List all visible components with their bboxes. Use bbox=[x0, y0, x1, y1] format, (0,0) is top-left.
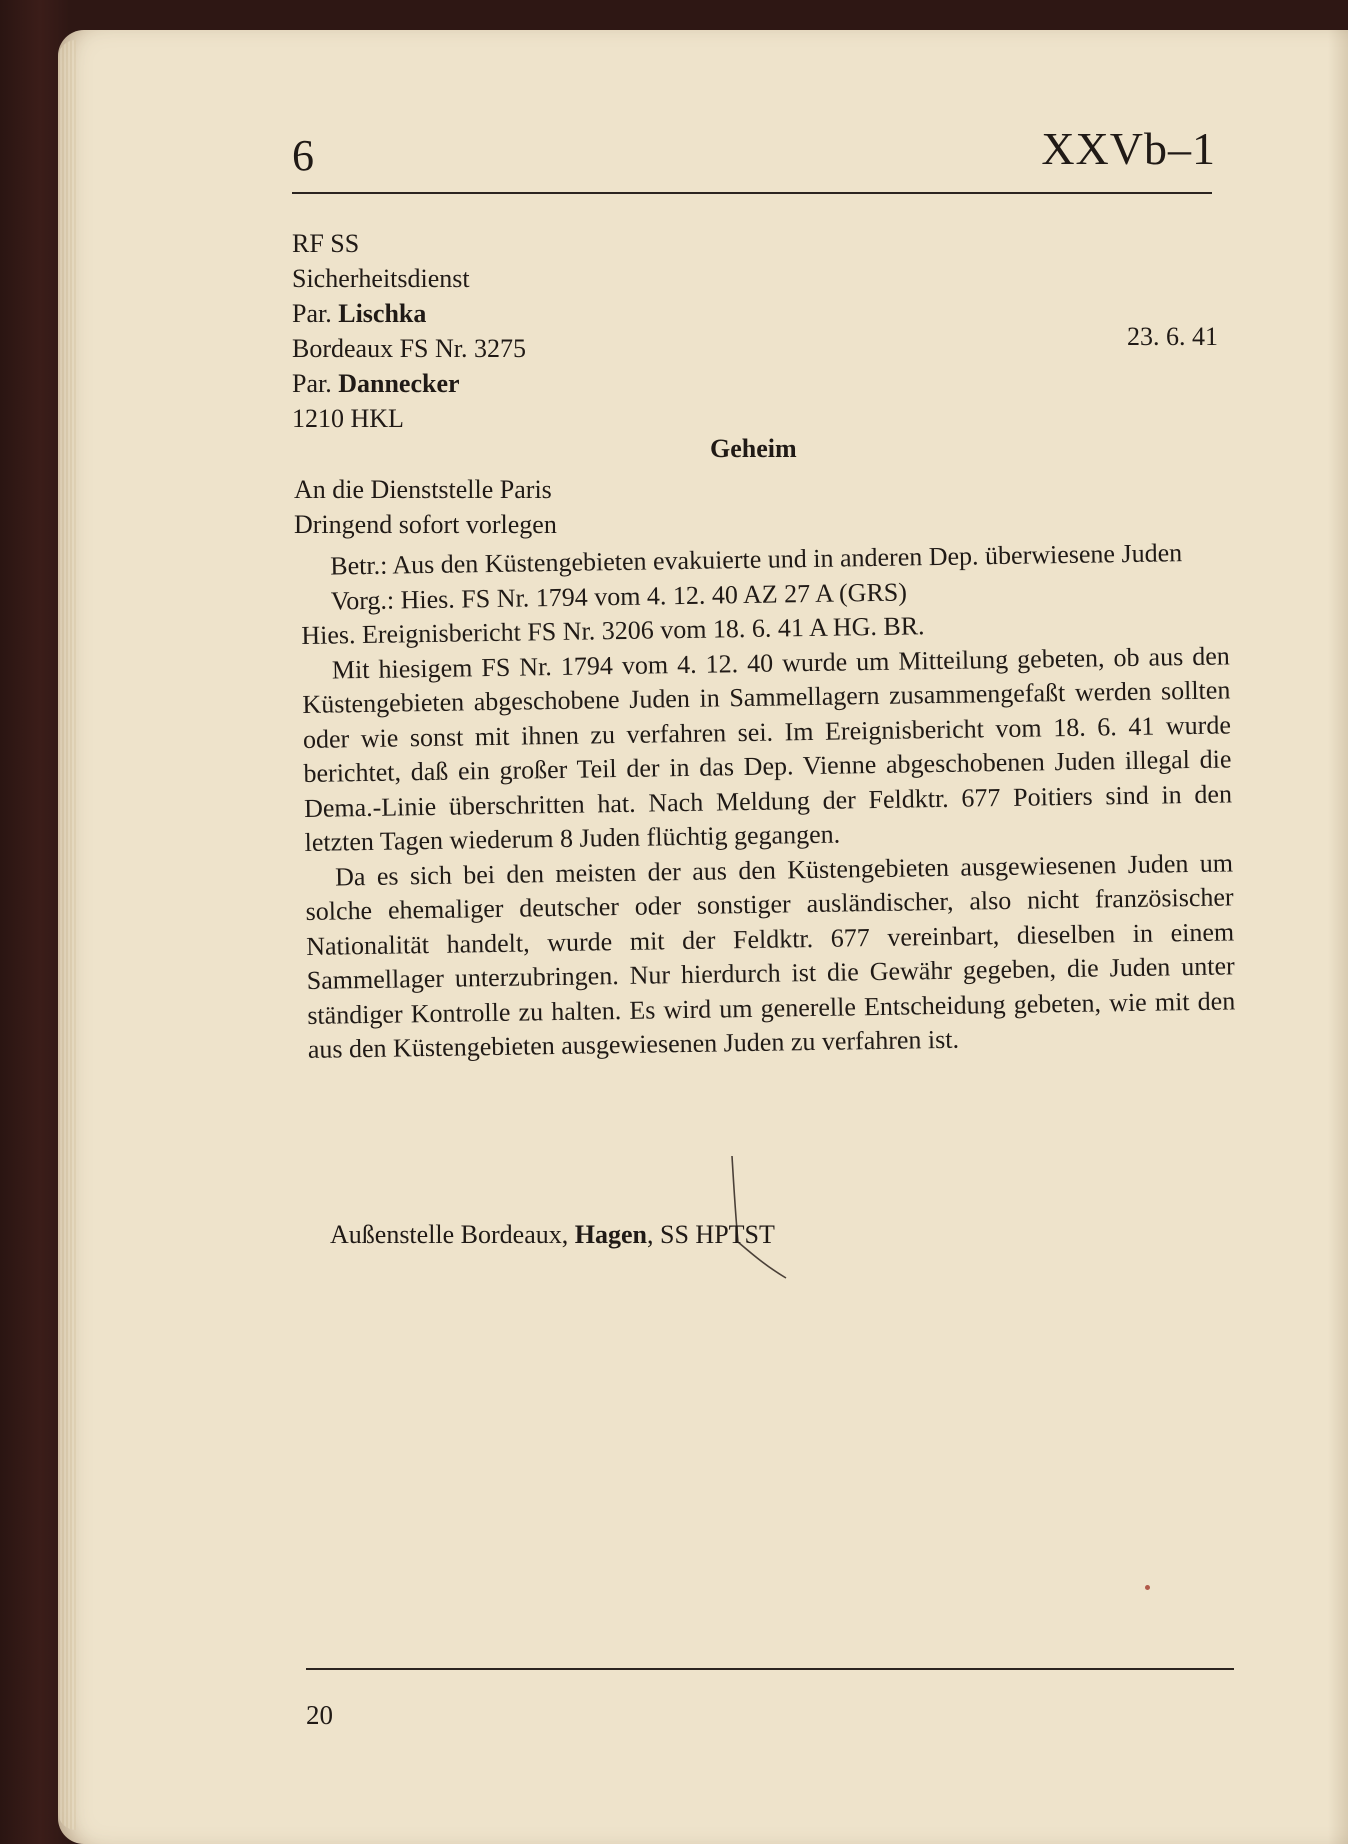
sender-line bbox=[292, 296, 526, 331]
page-number: 20 bbox=[306, 1700, 333, 1730]
page-edges bbox=[58, 40, 76, 1830]
signature-suffix: , SS HPTST bbox=[647, 1220, 775, 1249]
addressee-line: An die Dienststelle Paris bbox=[294, 475, 552, 504]
sender-prefix: Par. bbox=[292, 299, 339, 328]
sender-line: 1210 HKL bbox=[292, 404, 404, 433]
sender-line: Sicherheitsdienst bbox=[292, 264, 470, 293]
signature-prefix: Außenstelle Bordeaux, bbox=[330, 1220, 575, 1249]
body-paragraph: Da es sich bei den meisten der aus den Küstengebieten ausgewiesenen Juden um solche ehemaliger deutscher oder sonstiger ausländischer, also nicht französischer Nationalität handelt, wurde mit der Feldktr. 677 vereinbart, dieselben in einem Sammellager unterzubringen. Nur hierdurch ist die Gewähr gegeben, die Juden unter ständiger Kontrolle zu halten. Es wird um generelle Entscheidung gebeten, wie mit den aus den Küstengebieten ausgewiesenen Juden zu verfahren ist. bbox=[305, 847, 1236, 1064]
document-code: XXVb–1 bbox=[1041, 123, 1216, 174]
signature-name: Hagen bbox=[574, 1220, 647, 1249]
binding-fold bbox=[1328, 30, 1348, 1844]
sender-line: RF SS bbox=[292, 229, 360, 258]
reference-line: Vorg.: Hies. FS Nr. 1794 vom 4. 12. 40 AZ 27 A (GRS) bbox=[330, 576, 908, 616]
header-rule bbox=[292, 192, 1212, 194]
sender-prefix: Par. bbox=[292, 369, 339, 398]
footer-rule bbox=[306, 1668, 1234, 1670]
sender-line bbox=[292, 366, 526, 401]
sender-name: Lischka bbox=[338, 299, 427, 328]
signature-line bbox=[330, 1220, 775, 1250]
pen-stroke-mark bbox=[728, 1150, 798, 1280]
addressee-block bbox=[294, 472, 557, 542]
classification-label: Geheim bbox=[710, 434, 797, 463]
subject-line: Betr.: Aus den Küstengebieten evakuierte und in anderen Dep. überwiesene Juden bbox=[330, 538, 1183, 581]
section-number: 6 bbox=[292, 131, 314, 180]
sender-line: Bordeaux FS Nr. 3275 bbox=[292, 334, 526, 363]
document-date: 23. 6. 41 bbox=[1127, 322, 1218, 351]
sender-line-text bbox=[292, 299, 426, 328]
sender-name: Dannecker bbox=[338, 369, 460, 398]
reference-line-2: Hies. Ereignisbericht FS Nr. 3206 vom 18. 6. 41 A HG. BR. bbox=[301, 611, 925, 650]
body-paragraph: Mit hiesigem FS Nr. 1794 vom 4. 12. 40 wurde um Mitteilung gebeten, ob aus den Küstengebieten abgeschobene Juden in Sammellagern zusammengefaßt werden sollten oder wie sonst mit ihnen zu verfahren sei. Im Ereignisbericht vom 18. 6. 41 wurde berichtet, daß ein großer Teil der in das Dep. Vienne abgeschobenen Juden illegal die Dema.-Linie überschritten hat. Nach Meldung der Feldktr. 677 Poitiers sind in den letzten Tagen wiederum 8 Juden flüchtig gegangen. bbox=[302, 640, 1233, 857]
addressee-line: Dringend sofort vorlegen bbox=[294, 510, 557, 539]
sender-line-text bbox=[292, 369, 460, 398]
ink-spot bbox=[1145, 1585, 1150, 1590]
letter-body bbox=[300, 535, 1236, 1067]
sender-block bbox=[292, 226, 526, 436]
